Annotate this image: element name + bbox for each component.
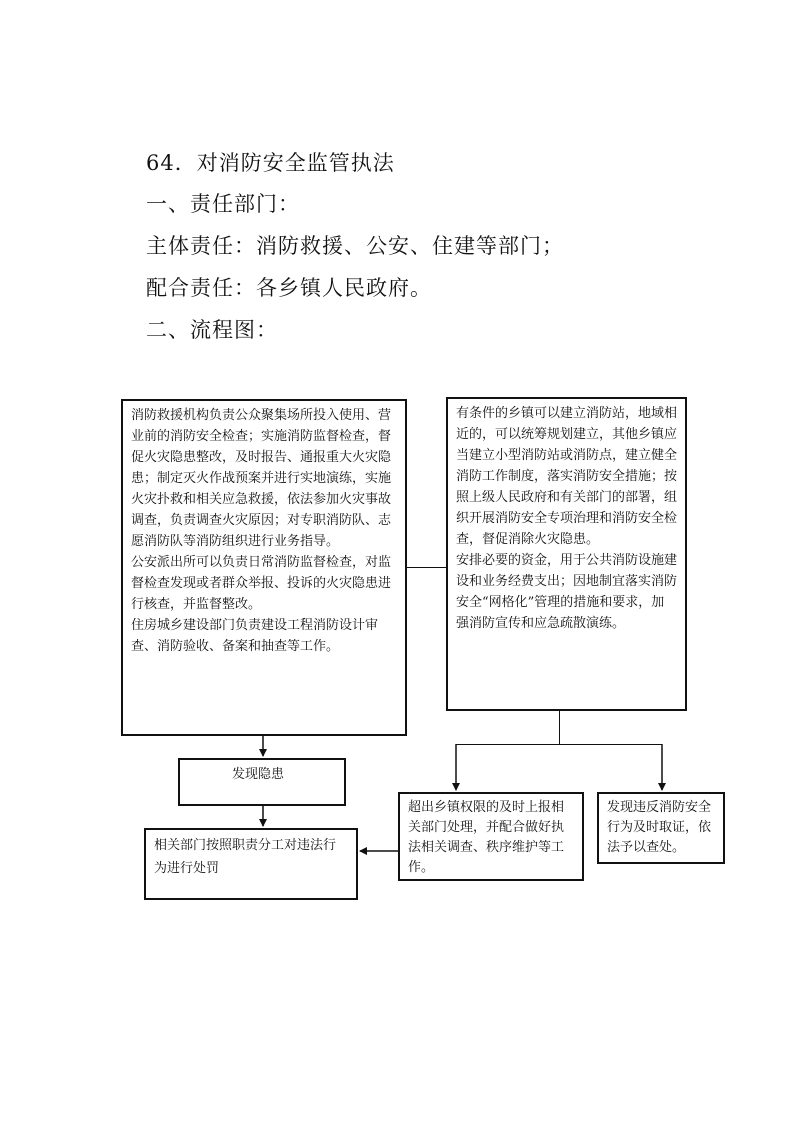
report-box [398,792,584,881]
evidence-text: 发现违反消防安全行为及时取证，依法予以查处。 [607,800,712,855]
township-station-duties-text: 有条件的乡镇可以建立消防站，地域相近的，可以统筹规划建立，其他乡镇应当建立小型消防站或消防点，建立健全消防工作制度，落实消防安全措施；按照上级人民政府和有关部门的部署，组织开展消防安全专项治理和消防安全检查，督促消除火灾隐患。 [456,406,678,547]
right-stem-line [559,711,560,744]
section-heading-flowchart: 二、流程图： [146,318,278,342]
fire-rescue-duties-text: 消防救援机构负责公众聚集场所投入使用、营业前的消防安全检查；实施消防监督检查，督促火灾隐患整改，及时报告、通报重大火灾隐患；制定灭火作战预案并进行实地演练，实施火灾扑救和相关应急救援，依法参加火灾事故调查，负责调查火灾原因；对专职消防队、志愿消防队等消防组织进行业务指导。 [131,408,392,549]
section-heading-departments: 一、责任部门： [146,192,300,216]
primary-responsibility: 主体责任：消防救援、公安、住建等部门； [146,234,564,258]
township-funding-duties-text: 安排必要的资金，用于公共消防设施建设和业务经费支出；因地制宜落实消防安全“网格化”管理的措施和要求，加强消防宣传和应急疏散演练。 [456,553,678,631]
report-text: 超出乡镇权限的及时上报相关部门处理，并配合做好执法相关调查、秩序维护等工作。 [408,800,565,875]
secondary-responsibility: 配合责任：各乡镇人民政府。 [146,276,432,300]
found-hazard-text: 发现隐患 [232,767,285,782]
evidence-box [597,792,725,864]
housing-construction-duties-text: 住房城乡建设部门负责建设工程消防设计审查、消防验收、备案和抽查等工作。 [131,618,379,654]
branch-line [456,744,662,745]
police-station-duties-text: 公安派出所可以负责日常消防监督检查，对监督检查发现或者群众举报、投诉的火灾隐患进行核查，并监督整改。 [131,555,392,612]
penalty-box [144,828,358,900]
boxes-connector-line [407,567,446,568]
penalty-text: 相关部门按照职责分工对违法行为进行处罚 [154,838,337,876]
fire-rescue-duties-box [121,399,407,736]
township-duties-box [446,397,687,711]
found-hazard-box [178,758,346,806]
page-title: 64．对消防安全监管执法 [146,151,395,175]
